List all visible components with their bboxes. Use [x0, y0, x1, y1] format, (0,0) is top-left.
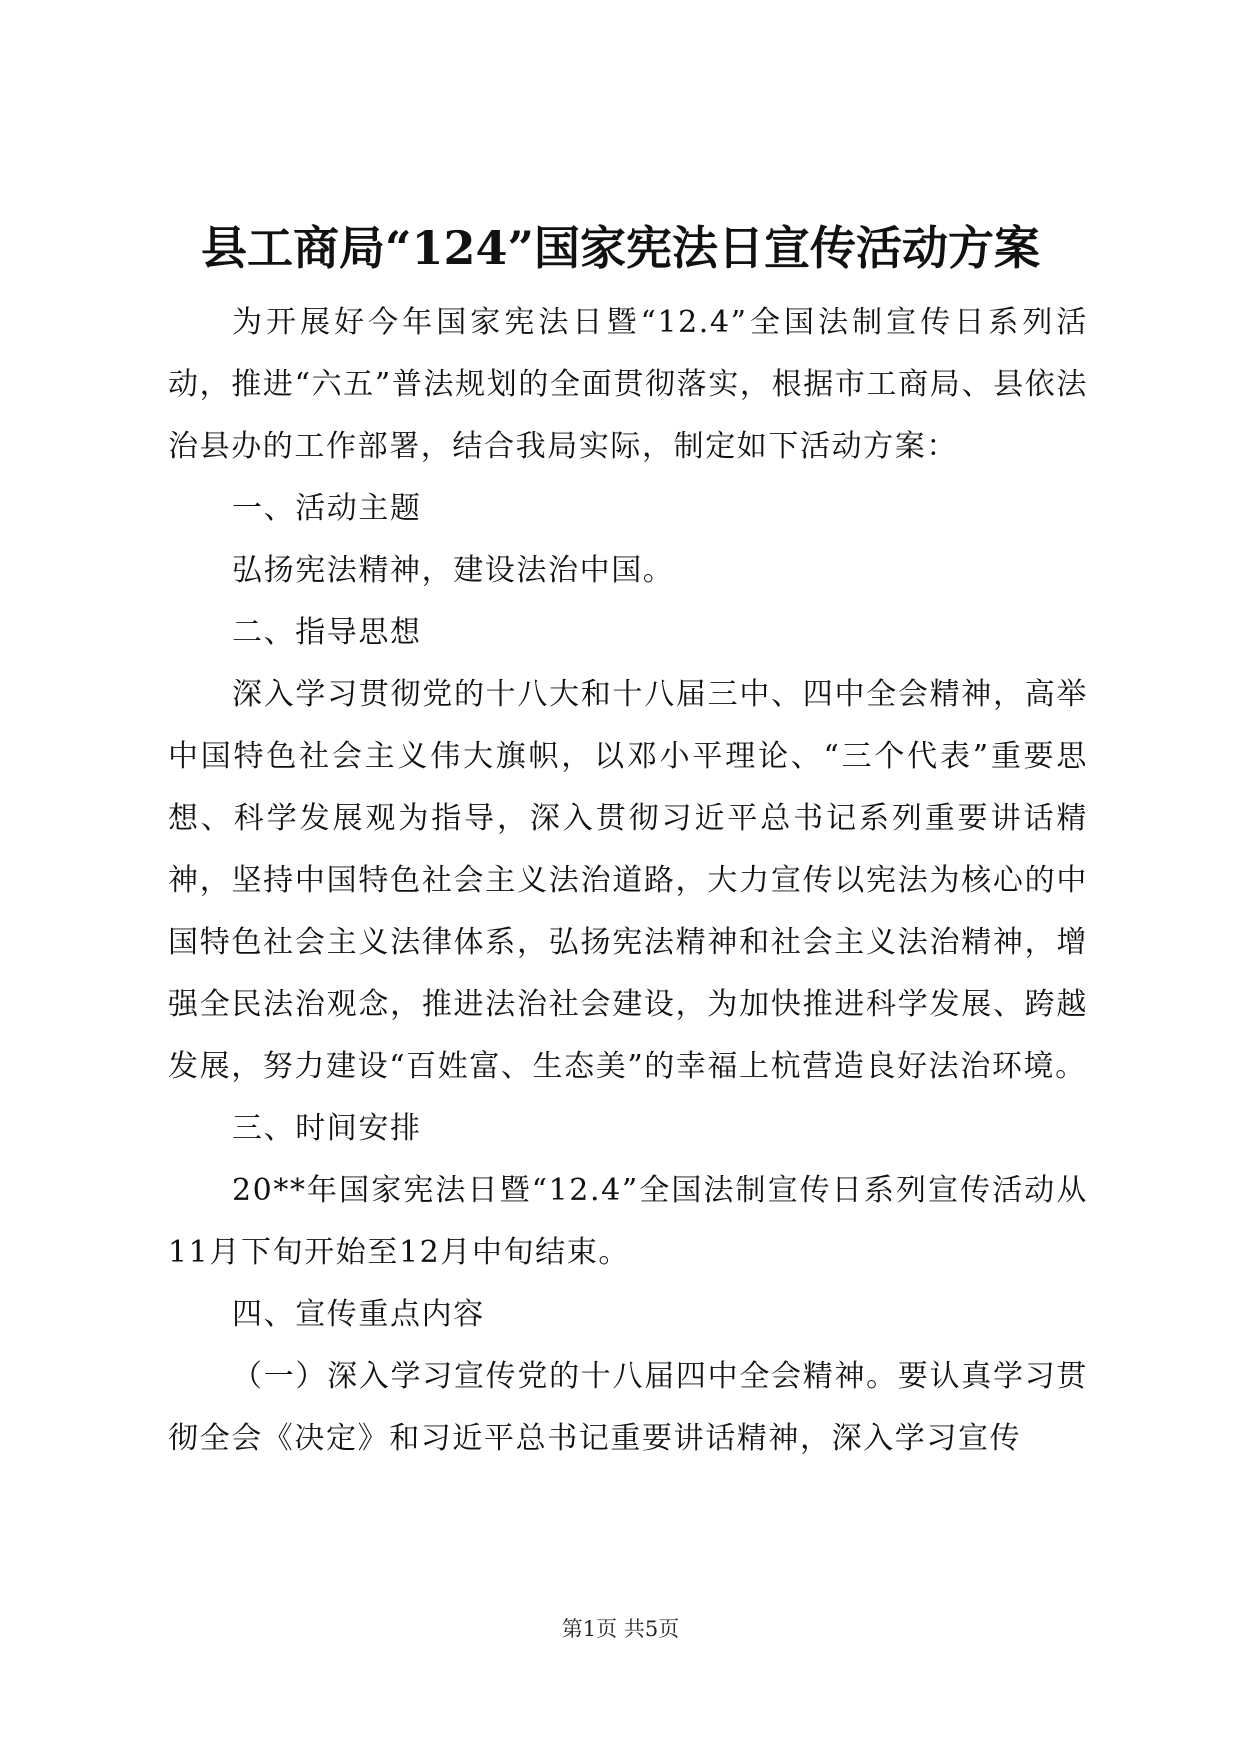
- document-body: [168, 292, 1088, 1470]
- section-heading-guiding-ideology: 二、指导思想: [232, 615, 422, 650]
- theme-paragraph: 弘扬宪法精神，建设法治中国。: [232, 553, 675, 588]
- section-heading-key-content: 四、宣传重点内容: [232, 1297, 485, 1332]
- document-title: 县工商局“124”国家宪法日宣传活动方案: [201, 221, 1040, 275]
- section-heading-theme: 一、活动主题: [232, 491, 422, 526]
- intro-paragraph: 为开展好今年国家宪法日暨“12.4”全国法制宣传日系列活动，推进“六五”普法规划的全面贯彻落实，根据市工商局、县依法治县办的工作部署，结合我局实际，制定如下活动方案：: [168, 305, 1088, 464]
- key-content-paragraph: （一）深入学习宣传党的十八届四中全会精神。要认真学习贯彻全会《决定》和习近平总书记重要讲话精神，深入学习宣传: [168, 1359, 1088, 1456]
- schedule-paragraph: 20**年国家宪法日暨“12.4”全国法制宣传日系列宣传活动从11月下旬开始至12月中旬结束。: [168, 1173, 1088, 1270]
- section-heading-schedule: 三、时间安排: [232, 1111, 422, 1146]
- guiding-ideology-paragraph: 深入学习贯彻党的十八大和十八届三中、四中全会精神，高举中国特色社会主义伟大旗帜，以邓小平理论、“三个代表”重要思想、科学发展观为指导，深入贯彻习近平总书记系列重要讲话精神，坚持中国特色社会主义法治道路，大力宣传以宪法为核心的中国特色社会主义法律体系，弘扬宪法精神和社会主义法治精神，增强全民法治观念，推进法治社会建设，为加快推进科学发展、跨越发展，努力建设“百姓富、生态美”的幸福上杭营造良好法治环境。: [168, 677, 1088, 1084]
- page-footer: 第1页 共5页: [561, 1617, 680, 1641]
